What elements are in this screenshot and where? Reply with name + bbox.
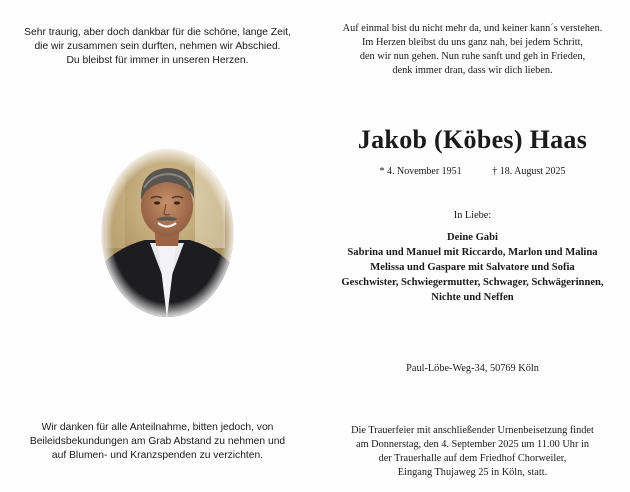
death-date: † 18. August 2025 bbox=[492, 166, 566, 177]
life-dates bbox=[315, 165, 630, 179]
family-line: Sabrina und Manuel mit Riccardo, Marlon und Malina bbox=[347, 247, 598, 258]
thanks-line: Beileidsbekundungen am Grab Abstand zu nehmen und bbox=[29, 436, 286, 447]
intro-line: Du bleibst für immer in unseren Herzen. bbox=[66, 55, 249, 66]
thanks-text bbox=[0, 421, 315, 463]
poem-text bbox=[315, 22, 630, 78]
intro-line: Sehr traurig, aber doch dankbar für die schöne, lange Zeit, bbox=[24, 27, 291, 38]
family-line: Melissa und Gaspare mit Salvatore und Sofia bbox=[370, 262, 575, 273]
portrait-photo bbox=[100, 148, 235, 318]
thanks-line: Wir danken für alle Anteilnahme, bitten jedoch, von bbox=[41, 422, 274, 433]
family-line: Nichte und Neffen bbox=[431, 292, 514, 303]
ceremony-line: der Trauerhalle auf dem Friedhof Chorweiler, bbox=[378, 453, 567, 464]
birth-date: * 4. November 1951 bbox=[379, 166, 462, 177]
ceremony-line: Die Trauerfeier mit anschließender Urnenbeisetzung findet bbox=[351, 425, 594, 436]
right-panel bbox=[315, 0, 630, 492]
poem-line: Im Herzen bleibst du uns ganz nah, bei jedem Schritt, bbox=[361, 37, 584, 48]
family-line: Deine Gabi bbox=[447, 232, 498, 243]
family-list bbox=[315, 230, 630, 305]
deceased-name: Jakob (Köbes) Haas bbox=[357, 125, 588, 154]
family-line: Geschwister, Schwiegermutter, Schwager, Schwägerinnen, bbox=[341, 277, 604, 288]
poem-line: den wir nun gehen. Nun ruhe sanft und geh in Frieden, bbox=[359, 51, 586, 62]
ceremony-line: Eingang Thujaweg 25 in Köln, statt. bbox=[397, 467, 548, 478]
in-love-label: In Liebe: bbox=[453, 210, 492, 221]
poem-line: Auf einmal bist du nicht mehr da, und keiner kann´s verstehen. bbox=[342, 23, 603, 34]
ceremony-line: am Donnerstag, den 4. September 2025 um 11.00 Uhr in bbox=[356, 439, 589, 450]
intro-text bbox=[0, 26, 315, 68]
address: Paul-Löbe-Weg-34, 50769 Köln bbox=[406, 363, 539, 374]
poem-line: denk immer dran, dass wir dich lieben. bbox=[392, 65, 553, 76]
intro-line: die wir zusammen sein durften, nehmen wir Abschied. bbox=[34, 41, 281, 52]
thanks-line: auf Blumen- und Kranzspenden zu verzichten. bbox=[51, 450, 264, 461]
ceremony-text bbox=[315, 424, 630, 480]
portrait-image bbox=[100, 148, 235, 318]
